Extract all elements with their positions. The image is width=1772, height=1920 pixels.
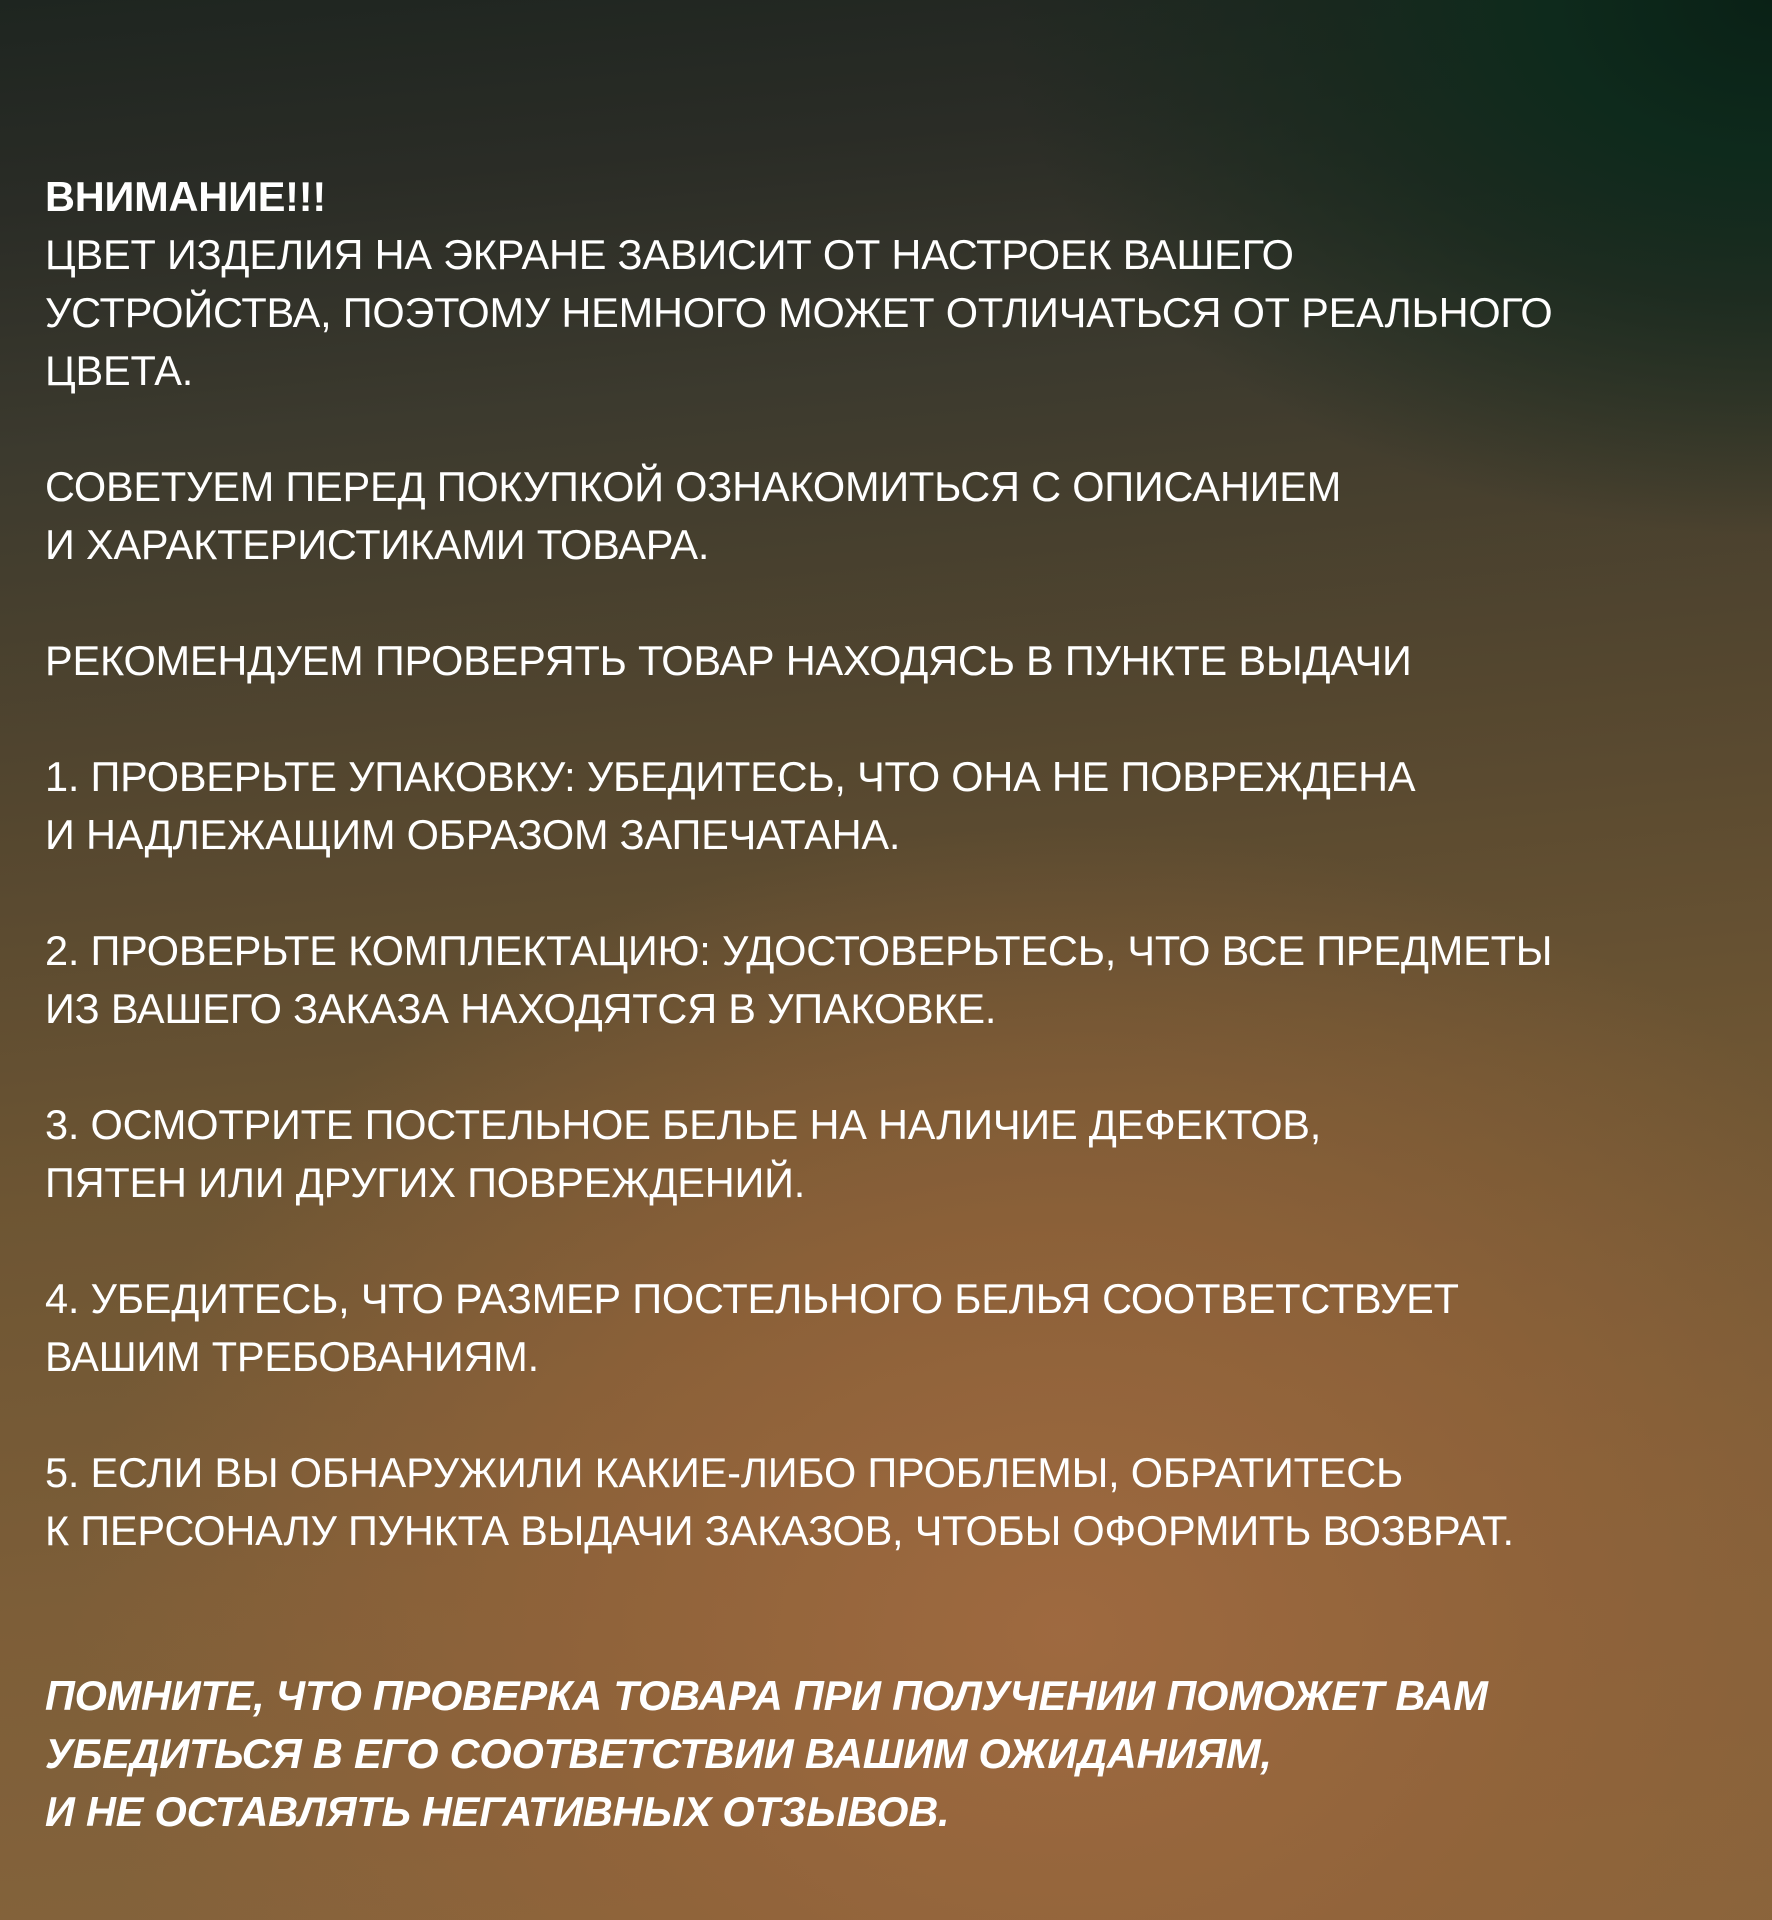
color-notice-line: УСТРОЙСТВА, ПОЭТОМУ НЕМНОГО МОЖЕТ ОТЛИЧАТЬСЯ ОТ РЕАЛЬНОГО xyxy=(45,289,1553,336)
step-line: ПЯТЕН ИЛИ ДРУГИХ ПОВРЕЖДЕНИЙ. xyxy=(45,1159,806,1206)
spacer xyxy=(45,1212,1745,1270)
closing-line: ПОМНИТЕ, ЧТО ПРОВЕРКА ТОВАРА ПРИ ПОЛУЧЕНИИ ПОМОЖЕТ ВАМ xyxy=(45,1672,1488,1719)
color-notice-line: ЦВЕТ ИЗДЕЛИЯ НА ЭКРАНЕ ЗАВИСИТ ОТ НАСТРОЕК ВАШЕГО xyxy=(45,231,1294,278)
step-1 xyxy=(45,748,1745,864)
step-line: К ПЕРСОНАЛУ ПУНКТА ВЫДАЧИ ЗАКАЗОВ, ЧТОБЫ ОФОРМИТЬ ВОЗВРАТ. xyxy=(45,1507,1514,1554)
spacer xyxy=(45,574,1745,632)
closing-line: УБЕДИТЬСЯ В ЕГО СООТВЕТСТВИИ ВАШИМ ОЖИДАНИЯМ, xyxy=(45,1730,1272,1777)
spacer xyxy=(45,690,1745,748)
spacer xyxy=(45,1386,1745,1444)
step-2 xyxy=(45,922,1745,1038)
advice-line: И ХАРАКТЕРИСТИКАМИ ТОВАРА. xyxy=(45,521,710,568)
step-line: 5. ЕСЛИ ВЫ ОБНАРУЖИЛИ КАКИЕ-ЛИБО ПРОБЛЕМЫ, ОБРАТИТЕСЬ xyxy=(45,1449,1404,1496)
color-notice xyxy=(45,226,1745,400)
step-line: ВАШИМ ТРЕБОВАНИЯМ. xyxy=(45,1333,539,1380)
notice-heading: ВНИМАНИЕ!!! xyxy=(45,173,327,220)
step-line: ИЗ ВАШЕГО ЗАКАЗА НАХОДЯТСЯ В УПАКОВКЕ. xyxy=(45,985,997,1032)
step-line: 1. ПРОВЕРЬТЕ УПАКОВКУ: УБЕДИТЕСЬ, ЧТО ОНА НЕ ПОВРЕЖДЕНА xyxy=(45,753,1416,800)
advice-line: СОВЕТУЕМ ПЕРЕД ПОКУПКОЙ ОЗНАКОМИТЬСЯ С ОПИСАНИЕМ xyxy=(45,463,1342,510)
step-line: 2. ПРОВЕРЬТЕ КОМПЛЕКТАЦИЮ: УДОСТОВЕРЬТЕСЬ, ЧТО ВСЕ ПРЕДМЕТЫ xyxy=(45,927,1553,974)
color-notice-line: ЦВЕТА. xyxy=(45,347,194,394)
notice-body xyxy=(45,168,1745,1560)
step-line: И НАДЛЕЖАЩИМ ОБРАЗОМ ЗАПЕЧАТАНА. xyxy=(45,811,901,858)
recommendation-line: РЕКОМЕНДУЕМ ПРОВЕРЯТЬ ТОВАР НАХОДЯСЬ В ПУНКТЕ ВЫДАЧИ xyxy=(45,637,1412,684)
step-5 xyxy=(45,1444,1745,1560)
closing-note xyxy=(45,1667,1745,1841)
step-line: 4. УБЕДИТЕСЬ, ЧТО РАЗМЕР ПОСТЕЛЬНОГО БЕЛЬЯ СООТВЕТСТВУЕТ xyxy=(45,1275,1459,1322)
spacer xyxy=(45,1038,1745,1096)
spacer xyxy=(45,864,1745,922)
step-3 xyxy=(45,1096,1745,1212)
recommendation xyxy=(45,632,1745,690)
step-line: 3. ОСМОТРИТЕ ПОСТЕЛЬНОЕ БЕЛЬЕ НА НАЛИЧИЕ ДЕФЕКТОВ, xyxy=(45,1101,1322,1148)
advice-paragraph xyxy=(45,458,1745,574)
closing-line: И НЕ ОСТАВЛЯТЬ НЕГАТИВНЫХ ОТЗЫВОВ. xyxy=(45,1788,950,1835)
spacer xyxy=(45,400,1745,458)
step-4 xyxy=(45,1270,1745,1386)
